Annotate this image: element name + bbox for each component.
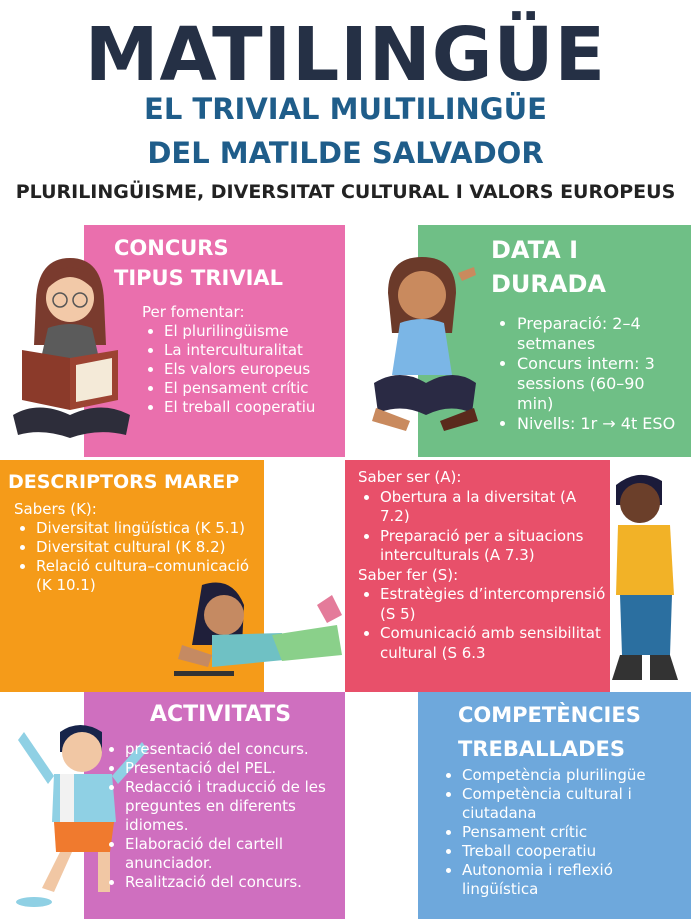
list-item: • Relació cultura–comunicació (K 10.1) (36, 557, 264, 595)
child-sitting-illustration (370, 253, 480, 435)
competencies-heading-line2: TREBALLADES (458, 737, 626, 761)
list-item: • Preparació: 2–4 setmanes (517, 314, 685, 354)
list-item: • El treball cooperatiu (164, 398, 342, 417)
subtitle-line-1: EL TRIVIAL MULTILINGÜE (144, 92, 547, 126)
list-item: • Elaboració del cartell anunciador. (125, 835, 343, 873)
data-heading (491, 233, 606, 301)
list-item: • Autonomia i reflexió lingüística (462, 861, 685, 899)
list-item: • El plurilingüisme (164, 322, 342, 341)
data-heading-line2: DURADA (491, 270, 606, 298)
page-title: MATILINGÜE (84, 12, 607, 98)
concurs-heading-line1: CONCURS (114, 236, 229, 260)
list-item: • Nivells: 1r → 4t ESO (517, 414, 685, 434)
list-item: • La interculturalitat (164, 341, 342, 360)
descriptors-body (14, 500, 264, 595)
saber-fer-list (358, 585, 606, 663)
list-item: • Presentació del PEL. (125, 759, 343, 778)
list-item: • Els valors europeus (164, 360, 342, 379)
concurs-heading (114, 233, 283, 293)
list-item: • Preparació per a situacions interculturals (A 7.3) (380, 527, 606, 566)
competencies-list (440, 766, 685, 899)
concurs-body (142, 303, 342, 417)
list-item: • Obertura a la diversitat (A 7.2) (380, 488, 606, 527)
list-item: • Diversitat lingüística (K 5.1) (36, 519, 264, 538)
competencies-heading-line1: COMPETÈNCIES (458, 703, 641, 727)
subtitle-line-2: DEL MATILDE SALVADOR (147, 136, 544, 170)
list-item: • Diversitat cultural (K 8.2) (36, 538, 264, 557)
competencies-heading (458, 698, 641, 766)
activitats-list (103, 740, 343, 892)
competencies-body (440, 766, 685, 899)
list-item: • Competència cultural i ciutadana (462, 785, 685, 823)
tagline: PLURILINGÜISME, DIVERSITAT CULTURAL I VALORS EUROPEUS (15, 181, 676, 203)
saber-fer-label: Saber fer (S): (358, 565, 459, 584)
concurs-list (142, 322, 342, 417)
list-item: • El pensament crític (164, 379, 342, 398)
activitats-heading: ACTIVITATS (150, 702, 292, 727)
activitats-body (103, 740, 343, 892)
list-item: • Realització del concurs. (125, 873, 343, 892)
data-body (495, 314, 685, 434)
saber-ser-label: Saber ser (A): (358, 468, 462, 486)
descriptors-list (14, 519, 264, 595)
boy-thinking-illustration (598, 465, 688, 685)
list-item: • Pensament crític (462, 823, 685, 842)
list-item: • presentació del concurs. (125, 740, 343, 759)
concurs-heading-line2: TIPUS TRIVIAL (114, 266, 284, 290)
list-item: • Concurs intern: 3 sessions (60–90 min) (517, 354, 685, 414)
descriptors-heading: DESCRIPTORS MAREP (8, 471, 240, 493)
concurs-intro: Per fomentar: (142, 303, 245, 321)
list-item: • Redacció i traducció de les preguntes en diferents idiomes. (125, 778, 343, 835)
list-item: • Competència plurilingüe (462, 766, 685, 785)
data-list (495, 314, 685, 434)
list-item: • Treball cooperatiu (462, 842, 685, 861)
list-item: • Estratègies d’intercomprensió (S 5) (380, 585, 606, 624)
descriptors-intro: Sabers (K): (14, 500, 97, 518)
list-item: • Comunicació amb sensibilitat cultural (S 6.3 (380, 624, 606, 663)
data-heading-line1: DATA I (491, 236, 578, 264)
saber-ser-list (358, 488, 606, 566)
saber-body (358, 468, 606, 663)
